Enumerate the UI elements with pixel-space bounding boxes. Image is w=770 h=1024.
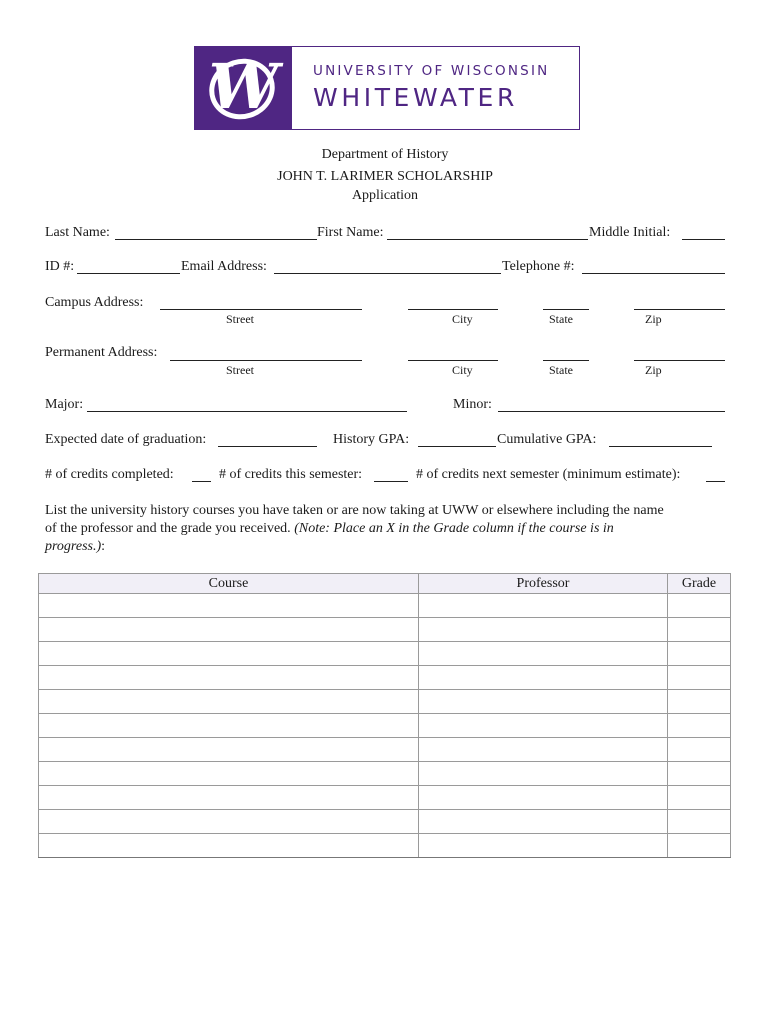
table-row	[39, 690, 731, 714]
telephone-label: Telephone #:	[502, 259, 575, 274]
major-label: Major:	[45, 397, 84, 412]
course-cell[interactable]	[39, 714, 419, 738]
table-row	[39, 642, 731, 666]
cumulative-gpa-label: Cumulative GPA:	[497, 432, 597, 447]
permanent-street-field[interactable]	[170, 360, 362, 361]
grade-cell[interactable]	[668, 762, 731, 786]
history-gpa-field[interactable]	[418, 446, 496, 447]
professor-cell[interactable]	[419, 690, 668, 714]
grade-cell[interactable]	[668, 618, 731, 642]
logo-mark-letter: W	[208, 50, 279, 123]
grade-cell[interactable]	[668, 786, 731, 810]
grade-cell[interactable]	[668, 738, 731, 762]
expected-graduation-label: Expected date of graduation:	[45, 432, 207, 447]
professor-cell[interactable]	[419, 762, 668, 786]
campus-zip-field[interactable]	[634, 309, 725, 310]
course-table	[38, 573, 731, 858]
campus-state-caption: State	[549, 312, 573, 326]
permanent-zip-field[interactable]	[634, 360, 725, 361]
credits-completed-label: # of credits completed:	[45, 467, 174, 482]
course-cell[interactable]	[39, 666, 419, 690]
professor-cell[interactable]	[419, 642, 668, 666]
campus-address-label: Campus Address:	[45, 295, 144, 310]
course-cell[interactable]	[39, 618, 419, 642]
professor-cell[interactable]	[419, 834, 668, 858]
permanent-state-field[interactable]	[543, 360, 589, 361]
grade-cell[interactable]	[668, 834, 731, 858]
first-name-label: First Name:	[317, 225, 384, 240]
campus-street-field[interactable]	[160, 309, 362, 310]
document-type: Application	[351, 188, 419, 203]
professor-cell[interactable]	[419, 618, 668, 642]
professor-cell[interactable]	[419, 666, 668, 690]
department-title: Department of History	[321, 147, 449, 162]
professor-cell[interactable]	[419, 786, 668, 810]
course-column-header: Course	[39, 574, 419, 594]
professor-cell[interactable]	[419, 810, 668, 834]
course-cell[interactable]	[39, 642, 419, 666]
campus-state-field[interactable]	[543, 309, 589, 310]
email-field[interactable]	[274, 273, 501, 274]
credits-this-semester-field[interactable]	[374, 481, 408, 482]
credits-this-semester-label: # of credits this semester:	[219, 467, 363, 482]
instructions-note: (Note: Place an X in the Grade column if the course is in	[294, 521, 614, 536]
table-header-row	[39, 574, 731, 594]
cumulative-gpa-field[interactable]	[609, 446, 712, 447]
grade-cell[interactable]	[668, 642, 731, 666]
credits-next-semester-label: # of credits next semester (minimum estimate):	[416, 467, 681, 482]
instructions-note-end: progress.)	[45, 539, 102, 554]
grade-cell[interactable]	[668, 594, 731, 618]
campus-city-field[interactable]	[408, 309, 498, 310]
grade-cell[interactable]	[668, 714, 731, 738]
grade-cell[interactable]	[668, 666, 731, 690]
grade-column-header: Grade	[668, 574, 731, 594]
email-label: Email Address:	[181, 259, 267, 274]
campus-city-caption: City	[452, 312, 473, 326]
course-cell[interactable]	[39, 594, 419, 618]
logo-campus-name: WHITEWATER	[313, 83, 518, 112]
permanent-city-caption: City	[452, 363, 473, 377]
minor-field[interactable]	[498, 411, 725, 412]
table-row	[39, 618, 731, 642]
campus-zip-caption: Zip	[645, 312, 662, 326]
logo-mark	[195, 47, 292, 129]
permanent-street-caption: Street	[226, 363, 254, 377]
instructions-colon: :	[101, 539, 106, 554]
course-cell[interactable]	[39, 786, 419, 810]
table-row	[39, 786, 731, 810]
course-cell[interactable]	[39, 738, 419, 762]
table-row	[39, 762, 731, 786]
table-row	[39, 834, 731, 858]
logo-university-name: UNIVERSITY OF WISCONSIN	[313, 63, 550, 79]
first-name-field[interactable]	[387, 239, 588, 240]
grade-cell[interactable]	[668, 810, 731, 834]
campus-street-caption: Street	[226, 312, 254, 326]
table-row	[39, 594, 731, 618]
major-field[interactable]	[87, 411, 407, 412]
credits-completed-field[interactable]	[192, 481, 211, 482]
middle-initial-field[interactable]	[682, 239, 725, 240]
instructions-text: of the professor and the grade you received.	[45, 521, 291, 536]
table-row	[39, 714, 731, 738]
expected-graduation-field[interactable]	[218, 446, 317, 447]
permanent-state-caption: State	[549, 363, 573, 377]
middle-initial-label: Middle Initial:	[589, 225, 671, 240]
instructions-line-1: List the university history courses you have taken or are now taking at UWW or elsewhere including the name	[45, 503, 664, 518]
last-name-label: Last Name:	[45, 225, 110, 240]
course-cell[interactable]	[39, 762, 419, 786]
course-cell[interactable]	[39, 690, 419, 714]
table-row	[39, 738, 731, 762]
permanent-address-label: Permanent Address:	[45, 345, 158, 360]
professor-column-header: Professor	[419, 574, 668, 594]
id-field[interactable]	[77, 273, 180, 274]
telephone-field[interactable]	[582, 273, 725, 274]
professor-cell[interactable]	[419, 714, 668, 738]
minor-label: Minor:	[453, 397, 492, 412]
professor-cell[interactable]	[419, 738, 668, 762]
grade-cell[interactable]	[668, 690, 731, 714]
professor-cell[interactable]	[419, 594, 668, 618]
course-cell[interactable]	[39, 834, 419, 858]
scholarship-title: JOHN T. LARIMER SCHOLARSHIP	[277, 169, 493, 184]
permanent-city-field[interactable]	[408, 360, 498, 361]
permanent-zip-caption: Zip	[645, 363, 662, 377]
id-label: ID #:	[45, 259, 75, 274]
table-row	[39, 666, 731, 690]
course-table-body	[39, 594, 731, 858]
credits-next-semester-field[interactable]	[706, 481, 725, 482]
university-logo	[194, 46, 580, 130]
instructions-line-2	[45, 521, 614, 537]
last-name-field[interactable]	[115, 239, 317, 240]
course-cell[interactable]	[39, 810, 419, 834]
history-gpa-label: History GPA:	[333, 432, 410, 447]
table-row	[39, 810, 731, 834]
instructions-line-3	[45, 539, 105, 555]
